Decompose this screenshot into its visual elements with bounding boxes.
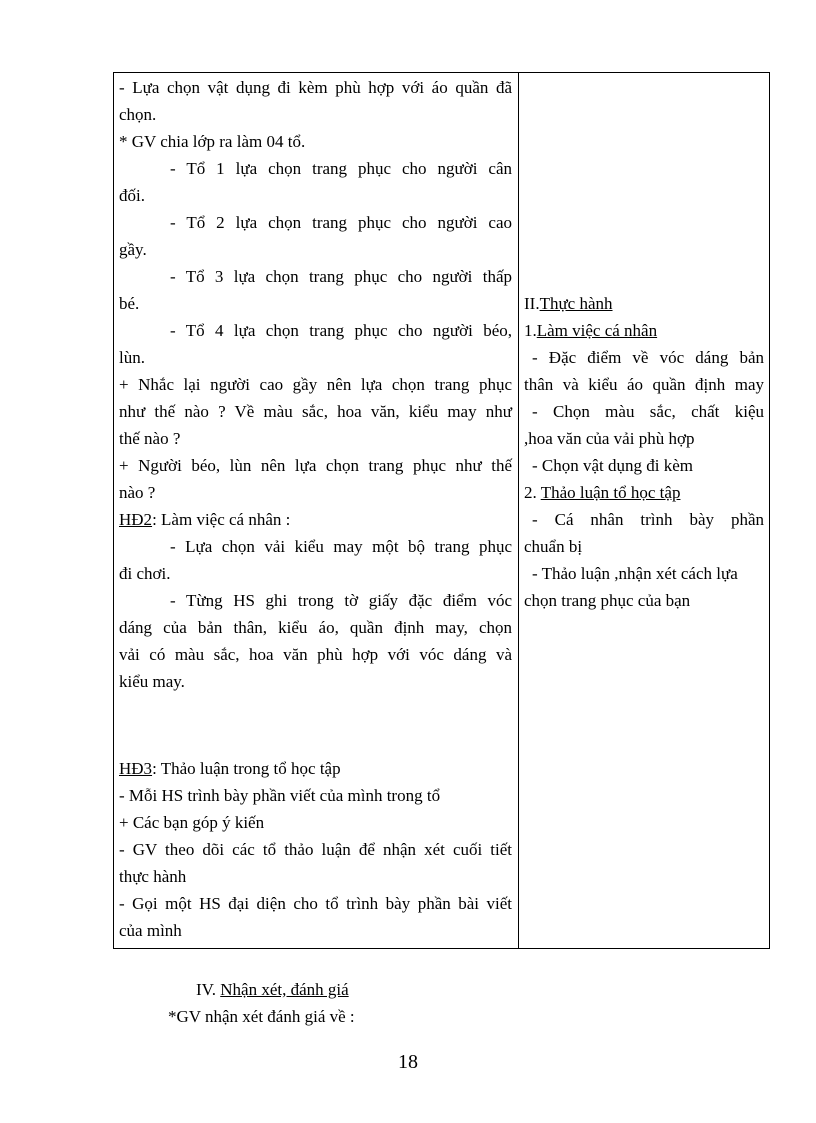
text-line: - Đặc điểm về vóc dáng bản	[532, 348, 764, 367]
page-number: 18	[398, 1051, 418, 1073]
text-line: - Thảo luận ,nhận xét cách lựa	[532, 564, 738, 583]
text-line: - Cá nhân trình bày phần	[532, 510, 764, 529]
text-line: kiểu may.	[119, 672, 185, 691]
subheading-title: Thảo luận tổ học tập	[540, 483, 681, 502]
text-line: thực hành	[119, 867, 187, 886]
text-line: thế nào ?	[119, 429, 181, 448]
text-line: bé.	[119, 294, 140, 313]
subheading-group-discussion	[524, 480, 764, 506]
text-line: đi chơi.	[119, 564, 171, 583]
text-line: thân và kiểu áo quần định may	[524, 375, 764, 394]
text-line: như thế nào ? Về màu sắc, hoa văn, kiểu may như	[119, 402, 512, 421]
text-line: + Các bạn góp ý kiến	[119, 813, 265, 832]
activity-title: : Thảo luận trong tổ học tập	[152, 759, 341, 778]
text-line: - Tổ 1 lựa chọn trang phục cho người cân	[170, 159, 512, 178]
text-line: chuẩn bị	[524, 537, 583, 556]
section-number: II.	[524, 294, 540, 313]
assessment-note: *GV nhận xét đánh giá về :	[168, 1007, 355, 1026]
text-line: - Chọn màu sắc, chất kiệu	[532, 402, 764, 421]
text-line: ,hoa văn của vải phù hợp	[524, 429, 695, 448]
text-line: - Tổ 4 lựa chọn trang phục cho người béo,	[170, 321, 512, 340]
section-heading-practice	[524, 291, 764, 317]
section-heading-assessment	[196, 977, 349, 1003]
text-line: - Gọi một HS đại diện cho tổ trình bày phần bài viết	[119, 894, 512, 913]
text-line: - Chọn vật dụng đi kèm	[532, 456, 694, 475]
text-line: + Nhắc lại người cao gầy nên lựa chọn trang phục	[119, 375, 512, 394]
subheading-number: 2.	[524, 483, 541, 502]
text-line: lùn.	[119, 348, 145, 367]
lesson-table	[113, 72, 770, 949]
subheading-number: 1.	[524, 321, 537, 340]
text-line: của mình	[119, 921, 182, 940]
section-title: Nhận xét, đánh giá	[220, 980, 349, 999]
text-line: chọn.	[119, 105, 157, 124]
activity-code: HĐ3	[119, 759, 153, 778]
section-prefix: IV.	[196, 980, 221, 999]
text-line: - GV theo dõi các tổ thảo luận để nhận xét cuối tiết	[119, 840, 512, 859]
subheading-title: Làm việc cá nhân	[536, 321, 658, 340]
column-divider	[518, 73, 519, 948]
text-line: - Từng HS ghi trong tờ giấy đặc điểm vóc	[170, 591, 512, 610]
text-line: đối.	[119, 186, 145, 205]
activity-heading-hd2	[119, 507, 512, 533]
text-line: + Người béo, lùn nên lựa chọn trang phục như thế	[119, 456, 512, 475]
subheading-individual-work	[524, 318, 764, 344]
text-line: - Tổ 3 lựa chọn trang phục cho người thấp	[170, 267, 512, 286]
text-line: chọn trang phục của bạn	[524, 591, 691, 610]
activity-code: HĐ2	[119, 510, 153, 529]
text-line: dáng của bản thân, kiểu áo, quần định may, chọn	[119, 618, 512, 637]
section-title: Thực hành	[539, 294, 613, 313]
text-line: vải có màu sắc, hoa văn phù hợp với vóc dáng và	[119, 645, 512, 664]
activity-title: : Làm việc cá nhân :	[152, 510, 291, 529]
text-line: - Lựa chọn vật dụng đi kèm phù hợp với áo quần đã	[119, 78, 512, 97]
text-line: - Mỗi HS trình bày phần viết của mình trong tổ	[119, 786, 441, 805]
text-line: gầy.	[119, 240, 147, 259]
text-line: - Lựa chọn vải kiểu may một bộ trang phục	[170, 537, 512, 556]
activity-heading-hd3	[119, 756, 512, 782]
text-line: * GV chia lớp ra làm 04 tổ.	[119, 132, 306, 151]
text-line: nào ?	[119, 483, 156, 502]
text-line: - Tổ 2 lựa chọn trang phục cho người cao	[170, 213, 512, 232]
